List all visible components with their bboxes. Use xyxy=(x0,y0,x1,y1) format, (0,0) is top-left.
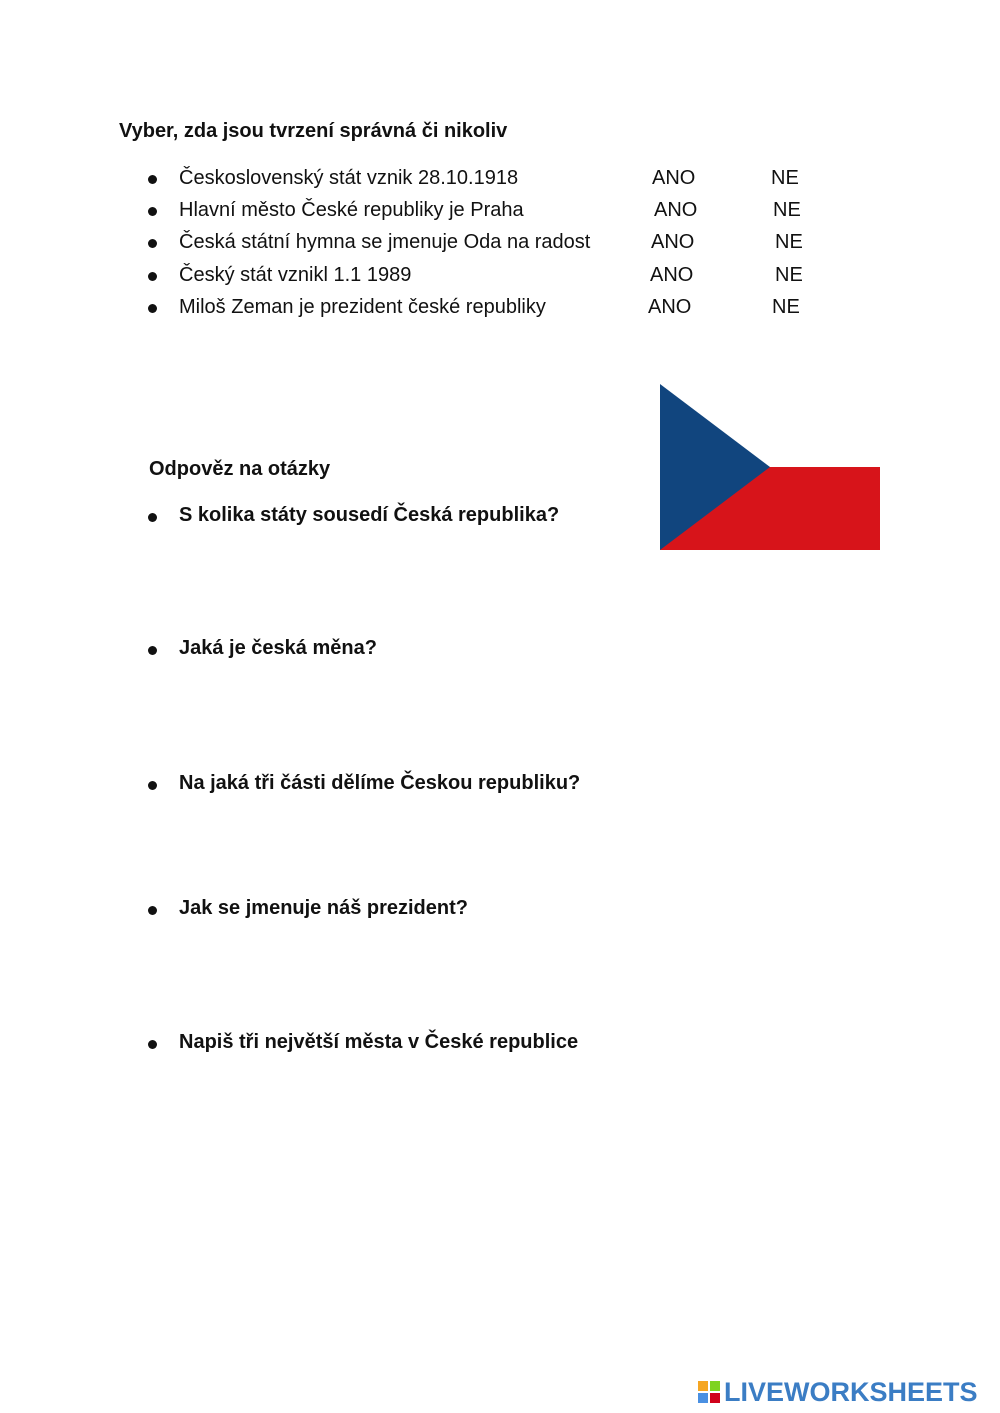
bullet-icon xyxy=(148,272,157,281)
question-text: Jaká je česká měna? xyxy=(179,637,377,659)
question-text: Na jaká tři části dělíme Českou republiku? xyxy=(179,772,581,794)
section1-heading: Vyber, zda jsou tvrzení správná či nikoliv xyxy=(119,120,508,142)
statement-text: Hlavní město České republiky je Praha xyxy=(179,199,524,221)
statement-text: Česká státní hymna se jmenuje Oda na radost xyxy=(179,231,591,253)
answer-no-button[interactable]: NE xyxy=(775,264,803,286)
answer-yes-button[interactable]: ANO xyxy=(651,231,695,253)
bullet-icon xyxy=(148,304,157,313)
bullet-icon xyxy=(148,781,157,790)
answer-no-button[interactable]: NE xyxy=(772,296,800,318)
bullet-icon xyxy=(148,239,157,248)
bullet-icon xyxy=(148,906,157,915)
bullet-icon xyxy=(148,513,157,522)
answer-no-button[interactable]: NE xyxy=(773,199,801,221)
statement-text: Československý stát vznik 28.10.1918 xyxy=(179,167,519,189)
liveworksheets-logo xyxy=(698,1378,978,1406)
section2-heading: Odpověz na otázky xyxy=(149,458,331,480)
bullet-icon xyxy=(148,207,157,216)
answer-no-button[interactable]: NE xyxy=(771,167,799,189)
answer-yes-button[interactable]: ANO xyxy=(650,264,694,286)
answer-yes-button[interactable]: ANO xyxy=(652,167,696,189)
statement-text: Miloš Zeman je prezident české republiky xyxy=(179,296,546,318)
bullet-icon xyxy=(148,1040,157,1049)
answer-no-button[interactable]: NE xyxy=(775,231,803,253)
answer-yes-button[interactable]: ANO xyxy=(648,296,692,318)
bullet-icon xyxy=(148,646,157,655)
czech-flag-image xyxy=(660,384,880,550)
statement-text: Český stát vznikl 1.1 1989 xyxy=(179,264,412,286)
answer-yes-button[interactable]: ANO xyxy=(654,199,698,221)
bullet-icon xyxy=(148,175,157,184)
liveworksheets-logo-text: LIVEWORKSHEETS xyxy=(724,1376,978,1407)
question-text: S kolika státy sousedí Česká republika? xyxy=(179,504,560,526)
question-text: Jak se jmenuje náš prezident? xyxy=(179,897,468,919)
question-text: Napiš tři největší města v České republice xyxy=(179,1031,579,1053)
liveworksheets-logo-icon xyxy=(698,1381,720,1403)
